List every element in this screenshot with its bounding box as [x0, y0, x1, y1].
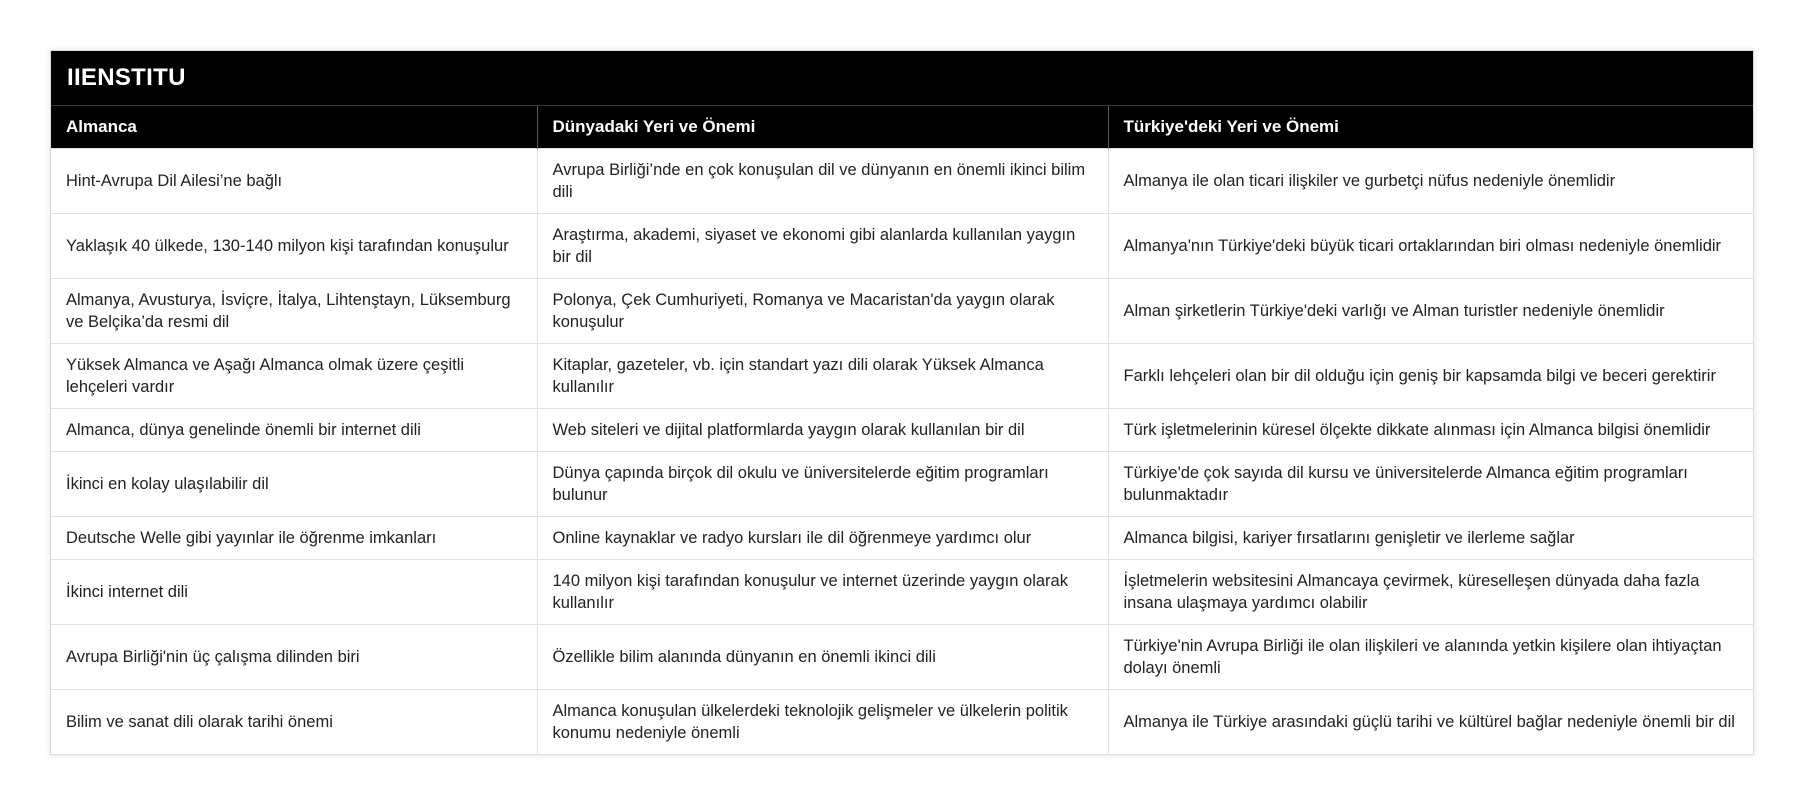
table-cell: Almanca bilgisi, kariyer fırsatlarını genişletir ve ilerleme sağlar: [1108, 516, 1753, 559]
table-cell: Deutsche Welle gibi yayınlar ile öğrenme imkanları: [51, 516, 537, 559]
table-cell: Web siteleri ve dijital platformlarda yaygın olarak kullanılan bir dil: [537, 408, 1108, 451]
table-cell: Dünya çapında birçok dil okulu ve üniversitelerde eğitim programları bulunur: [537, 451, 1108, 516]
header-row: [51, 106, 1753, 148]
table-cell: Araştırma, akademi, siyaset ve ekonomi gibi alanlarda kullanılan yaygın bir dil: [537, 213, 1108, 278]
table-cell: Türkiye'de çok sayıda dil kursu ve üniversitelerde Almanca eğitim programları bulunmaktadır: [1108, 451, 1753, 516]
table-row: [51, 624, 1753, 689]
table-cell: Kitaplar, gazeteler, vb. için standart yazı dili olarak Yüksek Almanca kullanılır: [537, 343, 1108, 408]
table-header: [51, 106, 1753, 148]
table-cell: İkinci en kolay ulaşılabilir dil: [51, 451, 537, 516]
brand-header: [51, 51, 1753, 106]
table-cell: Almanya, Avusturya, İsviçre, İtalya, Lihtenştayn, Lüksemburg ve Belçika’da resmi dil: [51, 278, 537, 343]
table-row: [51, 451, 1753, 516]
table-cell: Alman şirketlerin Türkiye'deki varlığı ve Alman turistler nedeniyle önemlidir: [1108, 278, 1753, 343]
table-cell: Almanca konuşulan ülkelerdeki teknolojik gelişmeler ve ülkelerin politik konumu nedeniyle önemli: [537, 689, 1108, 754]
table-cell: İşletmelerin websitesini Almancaya çevirmek, küreselleşen dünyada daha fazla insana ulaşmaya yardımcı olabilir: [1108, 559, 1753, 624]
table-cell: Almanca, dünya genelinde önemli bir internet dili: [51, 408, 537, 451]
table-cell: Online kaynaklar ve radyo kursları ile dil öğrenmeye yardımcı olur: [537, 516, 1108, 559]
comparison-table-card: [50, 50, 1754, 755]
table-cell: Farklı lehçeleri olan bir dil olduğu için geniş bir kapsamda bilgi ve beceri gerektirir: [1108, 343, 1753, 408]
table-row: [51, 148, 1753, 213]
table-cell: Yüksek Almanca ve Aşağı Almanca olmak üzere çeşitli lehçeleri vardır: [51, 343, 537, 408]
table-cell: Almanya'nın Türkiye'deki büyük ticari ortaklarından biri olması nedeniyle önemlidir: [1108, 213, 1753, 278]
comparison-table: [51, 106, 1753, 754]
table-cell: İkinci internet dili: [51, 559, 537, 624]
table-row: [51, 559, 1753, 624]
header-german: Almanca: [66, 116, 137, 136]
header-world-importance: Dünyadaki Yeri ve Önemi: [537, 106, 1108, 148]
table-cell: Türk işletmelerinin küresel ölçekte dikkate alınması için Almanca bilgisi önemlidir: [1108, 408, 1753, 451]
table-row: [51, 516, 1753, 559]
table-row: [51, 213, 1753, 278]
table-cell: Almanya ile olan ticari ilişkiler ve gurbetçi nüfus nedeniyle önemlidir: [1108, 148, 1753, 213]
table-row: [51, 689, 1753, 754]
table-cell: 140 milyon kişi tarafından konuşulur ve internet üzerinde yaygın olarak kullanılır: [537, 559, 1108, 624]
table-cell: Polonya, Çek Cumhuriyeti, Romanya ve Macaristan'da yaygın olarak konuşulur: [537, 278, 1108, 343]
table-cell: Avrupa Birliği’nde en çok konuşulan dil ve dünyanın en önemli ikinci bilim dili: [537, 148, 1108, 213]
table-cell: Bilim ve sanat dili olarak tarihi önemi: [51, 689, 537, 754]
table-cell: Hint-Avrupa Dil Ailesi’ne bağlı: [51, 148, 537, 213]
table-cell: Yaklaşık 40 ülkede, 130-140 milyon kişi tarafından konuşulur: [51, 213, 537, 278]
table-cell: Özellikle bilim alanında dünyanın en önemli ikinci dili: [537, 624, 1108, 689]
table-row: [51, 408, 1753, 451]
table-row: [51, 278, 1753, 343]
table-body: [51, 148, 1753, 754]
table-cell: Türkiye'nin Avrupa Birliği ile olan ilişkileri ve alanında yetkin kişilere olan ihtiyaçtan dolayı önemli: [1108, 624, 1753, 689]
table-cell: Almanya ile Türkiye arasındaki güçlü tarihi ve kültürel bağlar nedeniyle önemli bir dil: [1108, 689, 1753, 754]
brand-title: IIENSTITU: [67, 64, 186, 91]
table-cell: Avrupa Birliği'nin üç çalışma dilinden biri: [51, 624, 537, 689]
header-turkey-importance: Türkiye'deki Yeri ve Önemi: [1108, 106, 1753, 148]
table-row: [51, 343, 1753, 408]
